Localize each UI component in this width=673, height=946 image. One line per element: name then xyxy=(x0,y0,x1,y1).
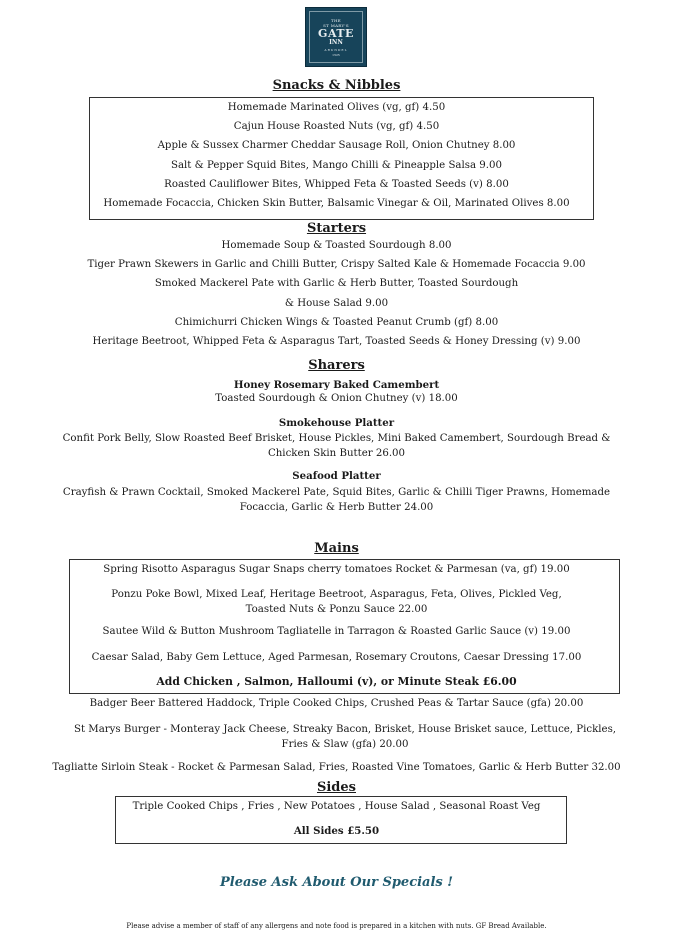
snack-item: Apple & Sussex Charmer Cheddar Sausage Roll, Onion Chutney 8.00 xyxy=(157,140,516,151)
snack-item: Roasted Cauliflower Bites, Whipped Feta & Toasted Seeds (v) 8.00 xyxy=(164,179,509,190)
mains-heading: Mains xyxy=(314,541,359,556)
allergen-footer: Please advise a member of staff of any allergens and note food is prepared in a kitchen with nuts. GF Bread Available. xyxy=(126,922,547,930)
snack-item: Salt & Pepper Squid Bites, Mango Chilli & Pineapple Salsa 9.00 xyxy=(171,160,502,171)
sharer-name: Smokehouse Platter xyxy=(278,417,395,429)
sharer-desc: Toasted Sourdough & Onion Chutney (v) 18.00 xyxy=(215,393,458,404)
mains-addon: Add Chicken , Salmon, Halloumi (v), or Minute Steak £6.00 xyxy=(156,675,517,688)
sharers-heading: Sharers xyxy=(308,358,365,373)
snacks-heading: Snacks & Nibbles xyxy=(272,78,401,93)
specials-note: Please Ask About Our Specials ! xyxy=(220,875,453,890)
sides-price: All Sides £5.50 xyxy=(293,825,380,837)
main-item: St Marys Burger - Monteray Jack Cheese, Streaky Bacon, Brisket, House Brisket sauce, Lettuce, Pickles, Fries & Slaw (gfa) 20.00 xyxy=(73,724,617,750)
snack-item: Cajun House Roasted Nuts (vg, gf) 4.50 xyxy=(233,121,440,132)
logo-line-st-marys: ST MARY'S xyxy=(323,23,349,28)
starter-item: Chimichurri Chicken Wings & Toasted Peanut Crumb (gf) 8.00 xyxy=(174,317,499,328)
main-item: Badger Beer Battered Haddock, Triple Cooked Chips, Crushed Peas & Tartar Sauce (gfa) 20.00 xyxy=(89,698,584,709)
logo-line-arundel: ARUNDEL xyxy=(324,48,348,52)
main-item: Tagliatte Sirloin Steak - Rocket & Parmesan Salad, Fries, Roasted Vine Tomatoes, Garlic & Herb Butter 32.00 xyxy=(52,762,621,773)
logo xyxy=(305,7,367,67)
snack-item: Homemade Focaccia, Chicken Skin Butter, Balsamic Vinegar & Oil, Marinated Olives 8.00 xyxy=(103,198,570,209)
starter-item: Tiger Prawn Skewers in Garlic and Chilli Butter, Crispy Salted Kale & Homemade Focaccia 9.00 xyxy=(87,259,586,270)
sharer-name: Honey Rosemary Baked Camembert xyxy=(233,379,440,391)
main-item: Caesar Salad, Baby Gem Lettuce, Aged Parmesan, Rosemary Croutons, Caesar Dressing 17.00 xyxy=(91,652,582,663)
starter-item: Heritage Beetroot, Whipped Feta & Asparagus Tart, Toasted Seeds & Honey Dressing (v) 9.00 xyxy=(92,336,581,347)
main-item: Spring Risotto Asparagus Sugar Snaps cherry tomatoes Rocket & Parmesan (va, gf) 19.00 xyxy=(103,564,570,575)
starters-heading: Starters xyxy=(306,221,367,236)
logo-line-the: THE xyxy=(331,18,341,23)
snack-item: Homemade Marinated Olives (vg, gf) 4.50 xyxy=(227,102,446,113)
starter-item: Smoked Mackerel Pate with Garlic & Herb Butter, Toasted Sourdough xyxy=(154,278,519,289)
starter-item: Homemade Soup & Toasted Sourdough 8.00 xyxy=(221,240,452,251)
main-item: Ponzu Poke Bowl, Mixed Leaf, Heritage Beetroot, Asparagus, Feta, Olives, Pickled Veg, Toasted Nuts & Ponzu Sauce 22.00 xyxy=(111,589,562,615)
sharer-desc: Crayfish & Prawn Cocktail, Smoked Mackerel Pate, Squid Bites, Garlic & Chilli Tiger Prawns, Homemade Focaccia, Garlic & Herb Butter 24.00 xyxy=(62,487,611,513)
starter-item: & House Salad 9.00 xyxy=(284,298,389,309)
sharer-name: Seafood Platter xyxy=(292,470,381,482)
main-item: Sautee Wild & Button Mushroom Tagliatelle in Tarragon & Roasted Garlic Sauce (v) 19.00 xyxy=(102,626,571,637)
sides-heading: Sides xyxy=(316,780,356,795)
logo-line-year: 1525 xyxy=(332,53,340,57)
logo-line-gate: GATE xyxy=(318,27,354,40)
sides-list: Triple Cooked Chips , Fries , New Potatoes , House Salad , Seasonal Roast Veg xyxy=(132,801,541,812)
logo-line-inn: INN xyxy=(329,39,343,46)
sharer-desc: Confit Pork Belly, Slow Roasted Beef Brisket, House Pickles, Mini Baked Camembert, Sourdough Bread & Chicken Skin Butter 26.00 xyxy=(62,433,611,459)
